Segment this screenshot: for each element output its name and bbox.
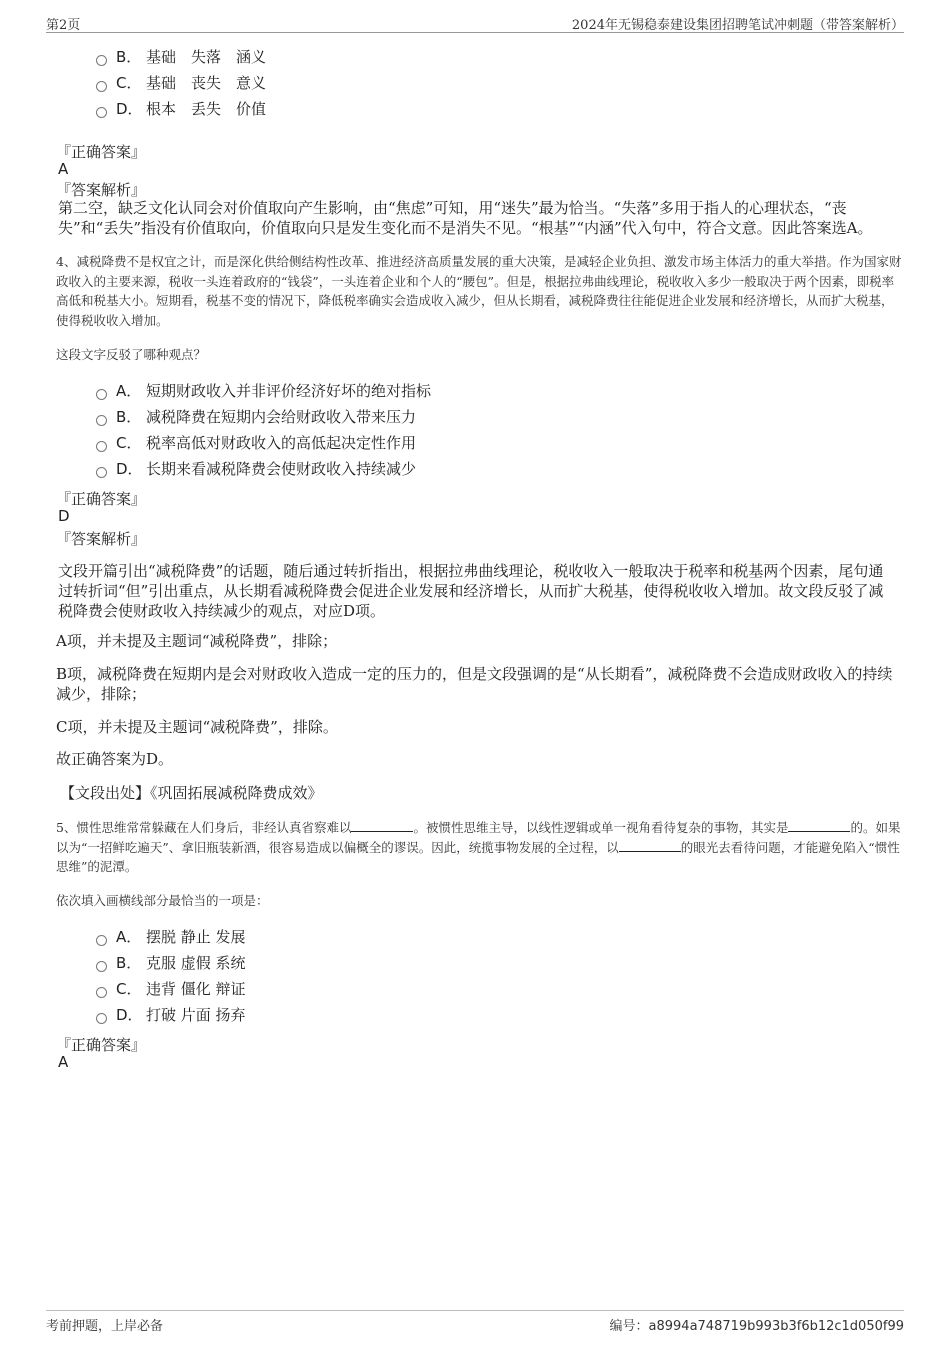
q4-option-d[interactable]: D． 长期来看减税降费会使财政收入持续减少 bbox=[96, 458, 416, 480]
q4-analysis-b: B项，减税降费在短期内是会对财政收入造成一定的压力的，但是文段强调的是“从长期看”，减税降费不会造成财政收入的持续减少，排除； bbox=[56, 665, 893, 703]
q3-answer: A bbox=[58, 160, 69, 178]
q3-option-d[interactable]: D． 根本 丢失 价值 bbox=[96, 98, 266, 120]
q4-answer-label: 『正确答案』 bbox=[56, 490, 147, 508]
radio-icon[interactable] bbox=[96, 81, 107, 92]
radio-icon[interactable] bbox=[96, 935, 107, 946]
q4-analysis-a: A项，并未提及主题词“减税降费”，排除； bbox=[56, 632, 338, 650]
document-title: 2024年无锡稳泰建设集团招聘笔试冲刺题（带答案解析） bbox=[571, 18, 904, 33]
q3-analysis: 第二空，缺乏文化认同会对价值取向产生影响，由“焦虑”可知，用“迷失”最为恰当。“失落”多用于指人的心理状态，“丧失”和“丢失”指没有价值取向，价值取向只是发生变化而不是消失不见。“根基”“内涵”代入句中，符合文意。因此答案选A。 bbox=[58, 199, 873, 237]
q5-option-d[interactable]: D． 打破 片面 扬弃 bbox=[96, 1004, 246, 1026]
q4-option-b[interactable]: B． 减税降费在短期内会给财政收入带来压力 bbox=[96, 406, 416, 428]
radio-icon[interactable] bbox=[96, 389, 107, 400]
radio-icon[interactable] bbox=[96, 55, 107, 66]
q5-stem: 5、惯性思维常常躲藏在人们身后，非经认真省察难以 。被惯性思维主导，以线性逻辑或单一视角看待复杂的事物，其实是 的。如果以为“一招鲜吃遍天”、拿旧瓶装新酒，很容易造成以偏概全的谬误。因此，统揽事物发展的全过程，以 的眼光去看待问题，才能避免陷入“惯性思维”的泥潭。 bbox=[56, 820, 901, 874]
q4-analysis-c: C项，并未提及主题词“减税降费”，排除。 bbox=[56, 718, 338, 736]
radio-icon[interactable] bbox=[96, 1013, 107, 1024]
q3-analysis-label: 『答案解析』 bbox=[56, 181, 147, 199]
q4-analysis-label: 『答案解析』 bbox=[56, 530, 147, 548]
q5-option-c[interactable]: C． 违背 僵化 辩证 bbox=[96, 978, 246, 1000]
q4-stem: 4、减税降费不是权宜之计，而是深化供给侧结构性改革、推进经济高质量发展的重大决策，是减轻企业负担、激发市场主体活力的重大举措。作为国家财政收入的主要来源，税收一头连着政府的“钱袋”，一头连着企业和个人的“腰包”。但是，根据拉弗曲线理论，税收收入多少一般取决于两个因素，即税率高低和税基大小。短期看，税基不变的情况下，降低税率确实会造成收入减少，但从长期看，减税降费往往能促进企业发展和经济增长，从而扩大税基，使得税收收入增加。 bbox=[56, 254, 902, 328]
radio-icon[interactable] bbox=[96, 987, 107, 998]
q4-source: 【文段出处】《巩固拓展减税降费成效》 bbox=[60, 784, 323, 802]
document-code: 编号：a8994a748719b993b3f6b12c1d050f99 bbox=[609, 1319, 904, 1334]
q5-answer: A bbox=[58, 1053, 69, 1071]
page-number: 第2页 bbox=[46, 18, 81, 33]
q5-option-a[interactable]: A． 摆脱 静止 发展 bbox=[96, 926, 246, 948]
radio-icon[interactable] bbox=[96, 441, 107, 452]
q3-option-c[interactable]: C． 基础 丧失 意义 bbox=[96, 72, 266, 94]
q5-option-b[interactable]: B． 克服 虚假 系统 bbox=[96, 952, 246, 974]
q4-option-a[interactable]: A． 短期财政收入并非评价经济好坏的绝对指标 bbox=[96, 380, 431, 402]
footer-slogan: 考前押题，上岸必备 bbox=[46, 1319, 164, 1334]
radio-icon[interactable] bbox=[96, 961, 107, 972]
radio-icon[interactable] bbox=[96, 415, 107, 426]
blank-2 bbox=[788, 819, 850, 832]
page-header bbox=[46, 14, 904, 33]
q3-answer-label: 『正确答案』 bbox=[56, 143, 147, 161]
q4-option-c[interactable]: C． 税率高低对财政收入的高低起决定性作用 bbox=[96, 432, 416, 454]
q4-question: 这段文字反驳了哪种观点？ bbox=[56, 347, 207, 362]
q4-conclusion: 故正确答案为D。 bbox=[56, 750, 174, 768]
q3-option-b[interactable]: B． 基础 失落 涵义 bbox=[96, 46, 266, 68]
q5-answer-label: 『正确答案』 bbox=[56, 1036, 147, 1054]
radio-icon[interactable] bbox=[96, 467, 107, 478]
page-footer bbox=[46, 1310, 904, 1334]
q4-analysis-main: 文段开篇引出“减税降费”的话题，随后通过转折指出，根据拉弗曲线理论，税收收入一般取决于税率和税基两个因素，尾句通过转折词“但”引出重点，从长期看减税降费会促进企业发展和经济增长，从而扩大税基，使得税收收入增加。故文段反驳了减税降费会使财政收入持续减少的观点，对应D项。 bbox=[58, 562, 884, 620]
blank-3 bbox=[619, 839, 681, 852]
q5-question: 依次填入画横线部分最恰当的一项是： bbox=[56, 893, 269, 908]
radio-icon[interactable] bbox=[96, 107, 107, 118]
blank-1 bbox=[351, 819, 413, 832]
q4-answer: D bbox=[58, 507, 70, 525]
